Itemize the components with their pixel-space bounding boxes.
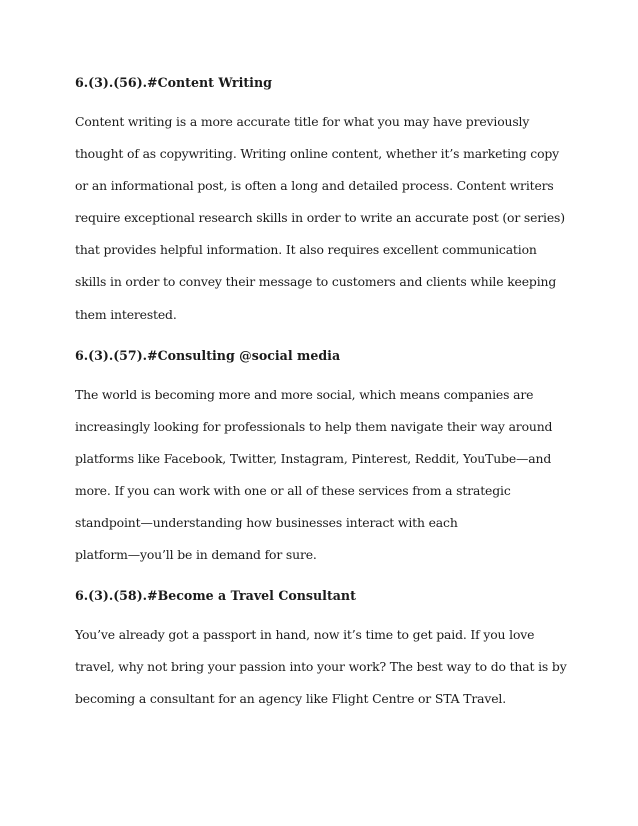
section-heading: 6.(3).(57).#Consulting @social media <box>75 347 341 363</box>
section-travel-consultant <box>75 577 595 715</box>
section-body <box>75 379 595 572</box>
paragraph-line: platform—you’ll be in demand for sure. <box>75 547 317 563</box>
section-heading: 6.(3).(58).#Become a Travel Consultant <box>75 588 356 604</box>
paragraph-line: platforms like Facebook, Twitter, Instagram, Pinterest, Reddit, YouTube—and <box>75 450 552 466</box>
paragraph-line: skills in order to convey their message to customers and clients while keeping <box>75 274 557 290</box>
paragraph-line: that provides helpful information. It also requires excellent communication <box>75 242 537 258</box>
paragraph-line: them interested. <box>75 306 177 322</box>
document-content <box>75 64 595 722</box>
paragraph-line: thought of as copywriting. Writing online content, whether it’s marketing copy <box>75 146 560 162</box>
paragraph-line: or an informational post, is often a long and detailed process. Content writers <box>75 178 554 194</box>
paragraph-line: becoming a consultant for an agency like Flight Centre or STA Travel. <box>75 691 506 707</box>
paragraph-line: Content writing is a more accurate title for what you may have previously <box>75 114 530 129</box>
paragraph-line: You’ve already got a passport in hand, now it’s time to get paid. If you love <box>75 627 535 643</box>
section-body <box>75 619 595 715</box>
paragraph-line: The world is becoming more and more social, which means companies are <box>75 386 534 402</box>
section-heading: 6.(3).(56).#Content Writing <box>75 75 272 90</box>
paragraph-line: standpoint—understanding how businesses interact with each <box>75 515 458 531</box>
paragraph-line: more. If you can work with one or all of these services from a strategic <box>75 482 511 498</box>
paragraph-line: travel, why not bring your passion into your work? The best way to do that is by <box>75 659 567 675</box>
section-consulting-social-media <box>75 337 595 572</box>
section-body <box>75 106 595 331</box>
paragraph-line: require exceptional research skills in order to write an accurate post (or series) <box>75 210 565 226</box>
paragraph-line: increasingly looking for professionals to help them navigate their way around <box>75 418 553 434</box>
section-content-writing <box>75 64 595 331</box>
